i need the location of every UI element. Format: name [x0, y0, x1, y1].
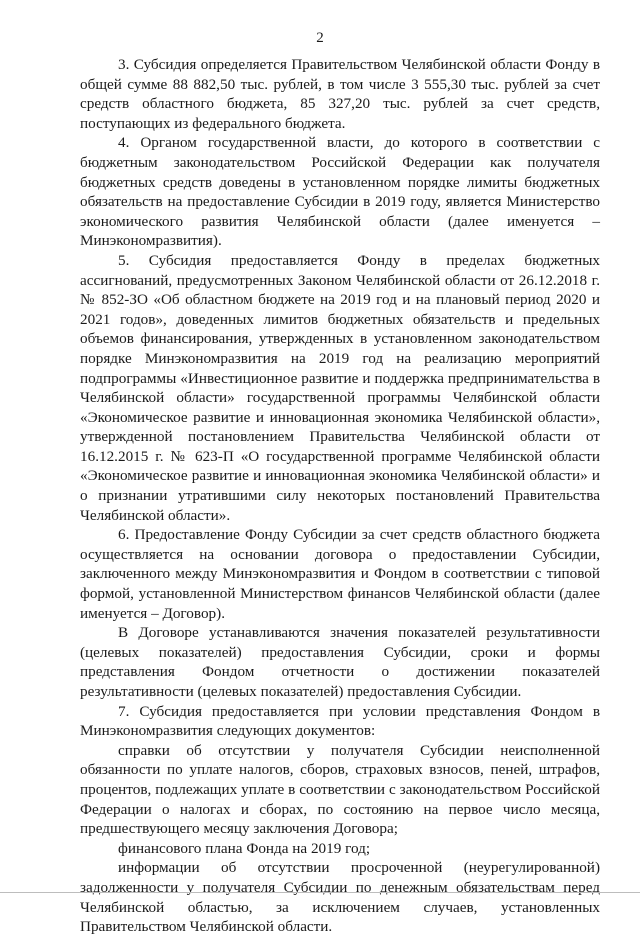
- page-number: 2: [316, 30, 324, 46]
- paragraph-4-authority: 4. Органом государственной власти, до которого в соответствии с бюджетным законодательством Российской Федерации как получателя бюджетных средств доведены в установленном порядке лимиты бюджетных обязательств на предоставление Субсидии в 2019 году, является Министерство экономического развития Челябинской области (далее именуется – Минэкономразвития).: [80, 134, 600, 250]
- list-item-financial-plan: финансового плана Фонда на 2019 год;: [118, 839, 371, 857]
- paragraph-5-budget-allocations: 5. Субсидия предоставляется Фонду в пределах бюджетных ассигнований, предусмотренных Законом Челябинской области от 26.12.2018 г. № 852-ЗО «Об областном бюджете на 2019 год и на плановый период 2020 и 2021 годов», доведенных лимитов бюджетных обязательств и предельных объемов финансирования, утвержденных в установленном законодательством порядке Минэкономразвития на 2019 год на реализацию мероприятий подпрограммы «Инвестиционное развитие и поддержка предпринимательства в Челябинской области» государственной программы Челябинской области «Экономическое развитие и инновационная экономика Челябинской области», утвержденной постановлением Правительства Челябинской области от 16.12.2015 г. № 623-П «О государственной программе Челябинской области «Экономическое развитие и инновационная экономика Челябинской области» и о признании утратившими силу некоторых постановлений Правительства Челябинской области».: [80, 251, 600, 524]
- document-body: [80, 55, 600, 937]
- paragraph-3-subsidy-amount: 3. Субсидия определяется Правительством Челябинской области Фонду в общей сумме 88 882,50 тыс. рублей, в том числе 3 555,30 тыс. рублей за счет средств областного бюджета, 85 327,20 тыс. рублей за счет средств, поступающих из федерального бюджета.: [80, 56, 600, 132]
- list-item-tax-certificate: справки об отсутствии у получателя Субсидии неисполненной обязанности по уплате налогов, сборов, страховых взносов, пеней, штрафов, процентов, подлежащих уплате в соответствии с законодательством Российской Федерации о налогах и сборах, по состоянию на первое число месяца, предшествующего месяцу заключения Договора;: [80, 741, 600, 838]
- bottom-divider: [0, 892, 640, 893]
- list-item-debt-information: информации об отсутствии просроченной (неурегулированной) задолженности у получателя Субсидии по денежным обязательствам перед Челябинской областью, за исключением случаев, установленных Правительством Челябинской области.: [80, 859, 600, 936]
- paragraph-6-agreement: 6. Предоставление Фонду Субсидии за счет средств областного бюджета осуществляется на основании договора о предоставлении Субсидии, заключенного между Минэкономразвития и Фондом в соответствии с типовой формой, установленной Министерством финансов Челябинской области (далее именуется – Договор).: [80, 526, 600, 622]
- paragraph-7-documents: 7. Субсидия предоставляется при условии представления Фондом в Минэкономразвития следующих документов:: [80, 702, 600, 740]
- paragraph-agreement-indicators: В Договоре устанавливаются значения показателей результативности (целевых показателей) предоставления Субсидии, сроки и формы представления Фондом отчетности о достижении показателей результативности (целевых показателей) предоставления Субсидии.: [80, 624, 600, 700]
